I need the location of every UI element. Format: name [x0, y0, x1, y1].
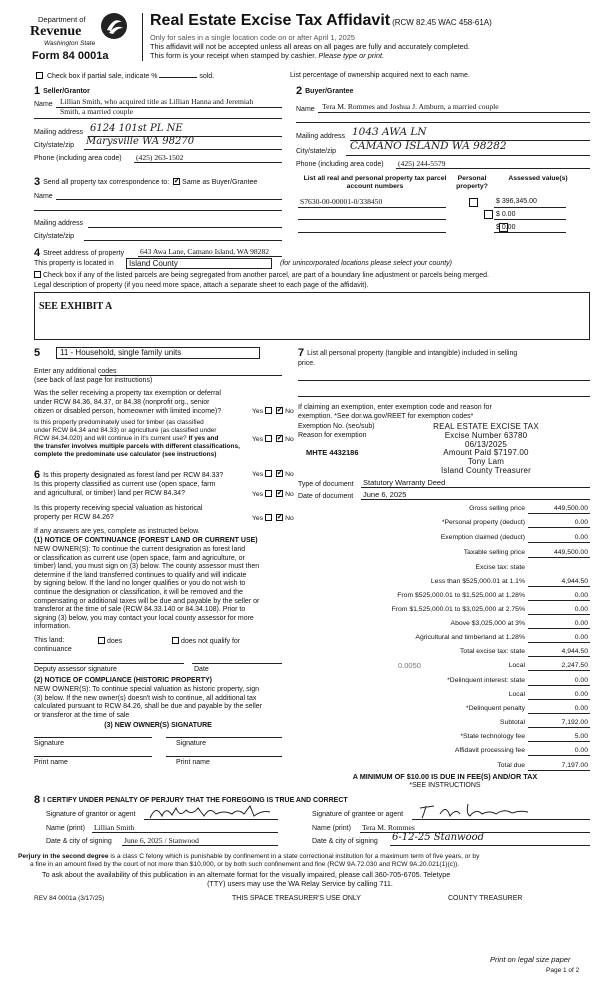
- s6-q3-line-a: Is this property receiving special valuation as historical: [34, 505, 203, 512]
- doc-type-label: Type of document: [298, 481, 354, 488]
- grantee-sig-label: Signature of grantee or agent: [312, 811, 404, 818]
- logo-divider: [142, 13, 143, 61]
- land-does-checkbox[interactable]: [98, 637, 105, 644]
- grantee-date-label: Date & city of signing: [312, 838, 378, 845]
- q2-yes-no: Yes✓ No: [252, 435, 294, 444]
- s6-any-yes: If any answers are yes, complete as instructed below.: [34, 528, 200, 535]
- header-note3-row: [150, 52, 384, 61]
- new-owner-sig-label-1: Signature: [34, 740, 64, 747]
- stamp-line1: REAL ESTATE EXCISE TAX: [433, 422, 539, 431]
- partial-sale-row: [34, 72, 214, 81]
- q1-line-c: citizen or disabled person, homeowner with limited income)?: [34, 408, 222, 415]
- q2-line-b: under RCW 84.34 and 84.33) or agriculture (as classified under: [34, 427, 217, 434]
- street-row: 4 Street address of property: [34, 247, 125, 259]
- buyer-phone-value: (425) 244-5579: [398, 159, 446, 168]
- gross-row: Gross selling price 449,500.00: [469, 505, 588, 512]
- legal-desc-label: Legal description of property (if you need more space, attach a separate sheet to each page of the affidavit).: [34, 282, 369, 289]
- alt-format-a: To ask about the availability of this publication in an alternate format for the visually impaired, please call 360-705-6705. Teletype: [42, 870, 451, 879]
- s6-n2-title: (2) NOTICE OF COMPLIANCE (HISTORIC PROPERTY): [34, 677, 212, 684]
- buyer-phone-label: Phone (including area code): [296, 161, 384, 168]
- additional-codes-label: Enter any additional codes: [34, 368, 117, 375]
- rev-number: REV 84 0001a (3/17/25): [34, 895, 105, 902]
- subtotal-row: Subtotal 7,192.00: [500, 719, 588, 726]
- segregated-row: Check box if any of the listed parcels are being segregated from another parcel, are part of a boundary line adjustment or parcels being merged.: [34, 271, 489, 280]
- dept-line1: Department of: [38, 15, 86, 24]
- q2-yes-checkbox[interactable]: [265, 435, 272, 442]
- tier2-value: 0.00: [528, 592, 590, 601]
- section7-row: 7 List all personal property (tangible and intangible) included in selling: [298, 347, 518, 359]
- parcel-personal-checkbox-2[interactable]: [484, 210, 493, 219]
- grantor-name-value: Lillian Smith: [94, 823, 135, 832]
- grantee-name-value: Tera M. Rommes: [362, 823, 415, 832]
- dor-logo: [30, 12, 130, 68]
- s6-n2-line: calculated pursuant to RCW 84.26, shall be due and payable by the seller: [34, 703, 263, 711]
- same-as-buyer-checkbox[interactable]: [173, 178, 180, 185]
- section7-text-b: price.: [298, 360, 316, 367]
- q2-line-c-row: RCW 84.34.020) and will continue in it's current use? If yes and: [34, 435, 219, 442]
- partial-sale-checkbox[interactable]: [36, 72, 43, 79]
- q2-no-checkbox[interactable]: [276, 435, 283, 442]
- legal-desc-box[interactable]: [34, 292, 590, 340]
- perjury-line-b: a fine in an amount fixed by the court of not more than $10,000, or by both such confinement and fine (RCW 9A.72.030 and RCW 9A.20.021(1)(c)).: [30, 861, 460, 868]
- ownership-note: List percentage of ownership acquired next to each name.: [290, 72, 470, 79]
- correspondence-row: 3 Send all property tax correspondence to: ✓ Same as Buyer/Grantee: [34, 176, 257, 189]
- page-number: Page 1 of 2: [546, 967, 580, 974]
- seller-name-line1: Lillian Smith, who acquired title as Lillian Hanna and Jeremiah: [60, 97, 254, 106]
- q1-no-checkbox[interactable]: [276, 407, 283, 414]
- delinq-penalty-row: *Delinquent penalty 0.00: [466, 705, 588, 712]
- s6-n1-line: continue the designation or classification, it will be removed and the: [34, 588, 243, 596]
- grantee-date-value: 6-12-25 Stanwood: [392, 832, 485, 843]
- parcel-value-2: $ 0.00: [496, 211, 516, 218]
- county-select-value: Island County: [129, 259, 178, 268]
- parcel-value-3: $ 0.00: [496, 224, 516, 231]
- use-code-value: 11 - Household, single family units: [60, 348, 182, 357]
- grantor-sig-label: Signature of grantor or agent: [46, 811, 136, 818]
- q2-line-f: complete the predominate use calculator (see instructions): [34, 451, 217, 458]
- county-select[interactable]: [126, 258, 272, 269]
- s6-n1-line: transferor at the time of sale (RCW 84.33.140 or 84.34.108). Prior to: [34, 606, 246, 614]
- doc-type-value: Statutory Warranty Deed: [363, 478, 446, 487]
- subtotal-value: 7,192.00: [528, 719, 590, 728]
- local-row: Local 2,247.50: [508, 662, 588, 669]
- stamp-line6: Island County Treasurer: [441, 465, 531, 475]
- form-number: Form 84 0001a: [32, 50, 109, 62]
- total-state-row: Total excise tax: state 4,944.50: [460, 648, 588, 655]
- treasurer-use-label: THIS SPACE TREASURER'S USE ONLY: [232, 895, 361, 902]
- seller-header: 1 Seller/Grantor: [34, 85, 90, 97]
- exemption-deduct-row: Exemption claimed (deduct) 0.00: [440, 534, 588, 541]
- exempt-line-a: If claiming an exemption, enter exemption code and reason for: [298, 404, 492, 411]
- dept-line2: Revenue: [30, 24, 82, 39]
- s6-n1-line: timber) land, you must sign on (3) below. The county assessor must then: [34, 563, 260, 571]
- correspondence-mailing-label: Mailing address: [34, 220, 84, 227]
- dept-line3: Washington State: [44, 40, 96, 47]
- affidavit-fee-row: Affidavit processing fee 0.00: [454, 747, 588, 754]
- buyer-header: 2 Buyer/Grantee: [296, 85, 354, 97]
- q1-line-a: Was the seller receiving a property tax exemption or deferral: [34, 390, 221, 397]
- tier3-value: 0.00: [528, 606, 590, 615]
- buyer-mailing-label: Mailing address: [296, 133, 346, 140]
- s6-n1-line: compensating or additional taxes will be due and payable by the seller or: [34, 597, 260, 605]
- stamp-line5: Tony Lam: [467, 457, 505, 467]
- correspondence-name-label: Name: [34, 193, 53, 200]
- buyer-city-value: CAMANO ISLAND WA 98282: [350, 140, 507, 152]
- s6-n1-line: signing (3) below, you may contact your local county assessor for more: [34, 614, 254, 622]
- parcel-personal-checkbox-1[interactable]: [469, 198, 478, 207]
- parcel-value-1: $ 396,345.00: [496, 198, 537, 205]
- local-value: 2,247.50: [528, 662, 590, 671]
- buyer-city-label: City/state/zip: [296, 148, 337, 155]
- located-label: This property is located in: [34, 260, 114, 267]
- excise-header: Excise tax: state: [475, 564, 525, 571]
- land-does-not-checkbox[interactable]: [172, 637, 179, 644]
- s6-n2-line: (3) below. If the new owner(s) doesn't wish to continue, all additional tax: [34, 694, 257, 702]
- header-note3b: Please type or print.: [318, 51, 385, 60]
- stamp-line4: Amount Paid $7197.00: [443, 448, 529, 458]
- grantor-date-value: June 6, 2025 / Stanwood: [124, 836, 199, 845]
- tier2-row: From $525,000.01 to $1,525,000 at 1.28% 0.00: [397, 592, 588, 599]
- doc-date-value: June 6, 2025: [363, 490, 407, 499]
- county-treasurer-label: COUNTY TREASURER: [448, 895, 523, 902]
- legal-paper-note: Print on legal size paper: [490, 955, 571, 964]
- use-code-select[interactable]: [56, 347, 260, 359]
- dor-logo-icon: [100, 12, 128, 40]
- segregated-checkbox[interactable]: [34, 271, 41, 278]
- parcel-col3-header: Assessed value(s): [508, 175, 568, 182]
- s6-n3-title: (3) NEW OWNER(S) SIGNATURE: [104, 722, 212, 729]
- s6-q3-line-b: property per RCW 84.26?: [34, 514, 114, 521]
- s6-q3-yes-no: Yes✓ No: [252, 514, 294, 523]
- doc-date-label: Date of document: [298, 493, 354, 500]
- tier1-row: Less than $525,000.01 at 1.1% 4,944.50: [430, 578, 588, 585]
- land-label: This land:: [34, 637, 65, 644]
- stamp-line3: 06/13/2025: [464, 439, 508, 449]
- personal-deduct-value: 0.00: [528, 519, 590, 528]
- partial-sale-label-a: Check box if partial sale, indicate %: [46, 73, 158, 80]
- s6-n2-line: or transferor at the time of sale: [34, 711, 130, 719]
- deputy-sig-label: Deputy assessor signature: [34, 666, 117, 673]
- tech-fee-value: 5.00: [528, 733, 590, 742]
- s6-n1-line: or classification as current use (open space, farm and agriculture, or: [34, 554, 245, 562]
- tier1-value: 4,944.50: [528, 578, 590, 587]
- seller-city-label: City/state/zip: [34, 142, 75, 149]
- delinq-state-row: *Delinquent interest: state 0.00: [447, 677, 588, 684]
- continuance-label: continuance: [34, 646, 72, 653]
- s6-q2-line-a: Is this property classified as current use (open space, farm: [34, 481, 216, 488]
- grantor-date-label: Date & city of signing: [46, 838, 112, 845]
- header-note1: Only for sales in a single location code on or after April 1, 2025: [150, 33, 356, 42]
- s6-q2-line-b: and agricultural, or timber) land per RCW 84.34?: [34, 490, 185, 497]
- s6-q1-row: 6 Is this property designated as forest land per RCW 84.33?: [34, 469, 224, 481]
- tier5-row: Agricultural and timberland at 1.28% 0.00: [415, 634, 588, 641]
- exemption-no-label: Exemption No. (sec/sub): [298, 423, 375, 430]
- header-note2: This affidavit will not be accepted unless all areas on all pages are fully and accurately completed.: [150, 42, 470, 51]
- seller-name-label: Name: [34, 101, 53, 108]
- tier5-value: 0.00: [528, 634, 590, 643]
- mhte-value: MHTE 4432186: [306, 448, 359, 457]
- grantee-name-label: Name (print): [312, 825, 351, 832]
- section5-num: 5: [34, 347, 41, 359]
- s6-q2-yes-checkbox[interactable]: [265, 490, 272, 497]
- legal-desc-value: SEE EXHIBIT A: [39, 301, 113, 312]
- header-note3: This form is your receipt when stamped by cashier.: [150, 51, 317, 60]
- s6-q1-yes-no: Yes✓ No: [252, 470, 294, 479]
- certify-row: 8 I CERTIFY UNDER PENALTY OF PERJURY THAT THE FOREGOING IS TRUE AND CORRECT: [34, 794, 348, 806]
- stamp-line2: Excise Number 63780: [444, 430, 528, 440]
- total-state-value: 4,944.50: [528, 648, 590, 657]
- buyer-name-value: Tera M. Rommes and Joshua J. Amburn, a married couple: [322, 102, 499, 111]
- see-back-note: (see back of last page for instructions): [34, 377, 153, 384]
- s6-q1-yes-checkbox[interactable]: [265, 470, 272, 477]
- s6-n1-line: NEW OWNER(S): To continue the current designation as forest land: [34, 546, 246, 553]
- s6-n1-line: information.: [34, 623, 71, 631]
- taxable-row: Taxable selling price 449,500.00: [463, 549, 588, 556]
- new-owner-sig-label-2: Signature: [176, 740, 206, 747]
- county-note: (for unincorporated locations please select your county): [280, 260, 452, 267]
- tier3-row: From $1,525,000.01 to $3,025,000 at 2.75% 0.00: [391, 606, 588, 613]
- s6-n1-line: by signing below. If the land no longer qualifies or you do not wish to: [34, 580, 246, 588]
- parcel-number-1: S7630-00-00001-0/338450: [300, 197, 383, 206]
- s6-q2-no-checkbox[interactable]: [276, 490, 283, 497]
- seller-name-line2: Smith, a married couple: [60, 107, 133, 116]
- alt-format-b: (TTY) users may use the WA Relay Service by calling 711.: [207, 879, 393, 888]
- does-row: does: [96, 637, 122, 646]
- s6-q1-no-checkbox[interactable]: [276, 470, 283, 477]
- s6-n1-line: determine if the land transferred continues to qualify and will indicate: [34, 571, 247, 579]
- tier4-row: Above $3,025,000 at 3% 0.00: [450, 620, 588, 627]
- s6-q3-no-checkbox[interactable]: [276, 514, 283, 521]
- seller-phone-label: Phone (including area code): [34, 155, 122, 162]
- total-due-row: Total due 7,197.00: [497, 762, 588, 769]
- seller-mailing-value: 6124 101st PL NE: [90, 123, 183, 134]
- s6-q3-yes-checkbox[interactable]: [265, 514, 272, 521]
- s6-n2-line: NEW OWNER(S): To continue special valuation as historic property, sign: [34, 686, 259, 693]
- form-title-ref: (RCW 82.45 WAC 458-61A): [392, 18, 492, 27]
- taxable-value: 449,500.00: [528, 549, 590, 558]
- delinq-state-value: 0.00: [528, 677, 590, 686]
- s6-n1-text: [34, 546, 286, 632]
- street-value: 643 Awa Lane, Camano Island, WA 98282: [140, 247, 270, 256]
- form-title: Real Estate Excise Tax Affidavit: [150, 12, 391, 29]
- local-rate: 0.0050: [398, 661, 421, 670]
- grantor-name-label: Name (print): [46, 825, 85, 832]
- form-title-row: [150, 12, 492, 30]
- s6-q2-yes-no: Yes✓ No: [252, 490, 294, 499]
- delinq-local-value: 0.00: [528, 691, 590, 700]
- q1-yes-checkbox[interactable]: [265, 407, 272, 414]
- q1-line-b: under RCW 84.36, 84.37, or 84.38 (nonprofit org., senior: [34, 399, 210, 406]
- treasurer-stamp: [396, 423, 576, 476]
- seller-city-value: Marysville WA 98270: [86, 136, 195, 147]
- buyer-mailing-value: 1043 AWA LN: [352, 126, 427, 138]
- q1-yes-no: Yes✓ No: [252, 407, 294, 416]
- affidavit-fee-value: 0.00: [528, 747, 590, 756]
- see-instructions: *SEE INSTRUCTIONS: [409, 782, 481, 789]
- partial-sale-label-b: sold.: [199, 73, 215, 80]
- new-owner-print-label-1: Print name: [34, 759, 68, 766]
- parcel-col2-header: Personal property?: [456, 175, 488, 190]
- gross-value: 449,500.00: [528, 505, 590, 514]
- buyer-name-label: Name: [296, 106, 315, 113]
- q2-line-a: Is this property predominately used for timber (as classified: [34, 419, 204, 426]
- seller-phone-value: (425) 263-1502: [136, 153, 184, 162]
- seller-mailing-label: Mailing address: [34, 129, 84, 136]
- new-owner-print-label-2: Print name: [176, 759, 210, 766]
- q2-line-e: the transfer involves multiple parcels with different classifications,: [34, 443, 240, 450]
- personal-deduct-row: *Personal property (deduct) 0.00: [441, 519, 588, 526]
- deputy-date-label: Date: [194, 666, 209, 673]
- tech-fee-row: *State technology fee 5.00: [460, 733, 588, 740]
- minimum-note: A MINIMUM OF $10.00 IS DUE IN FEE(S) AND/OR TAX: [352, 772, 538, 781]
- perjury-line-a: Perjury in the second degree is a class C felony which is punishable by confinement in a state correctional institution for a maximum term of five years, or by: [18, 853, 480, 860]
- s6-n1-title: (1) NOTICE OF CONTINUANCE (FOREST LAND OR CURRENT USE): [34, 537, 258, 544]
- tier4-value: 0.00: [528, 620, 590, 629]
- parcel-col1-header: List all real and personal property tax parcel account numbers: [303, 175, 447, 190]
- correspondence-city-label: City/state/zip: [34, 233, 75, 240]
- exempt-line-b: exemption. *See dor.wa.gov/REET for exemption codes*: [298, 413, 474, 420]
- reason-label: Reason for exemption: [298, 432, 367, 439]
- total-due-value: 7,197.00: [528, 762, 590, 771]
- exemption-deduct-value: 0.00: [528, 534, 590, 543]
- delinq-local-row: Local 0.00: [508, 691, 588, 698]
- s6-n2-text: [34, 686, 286, 720]
- does-not-row: does not qualify for: [170, 637, 240, 646]
- delinq-penalty-value: 0.00: [528, 705, 590, 714]
